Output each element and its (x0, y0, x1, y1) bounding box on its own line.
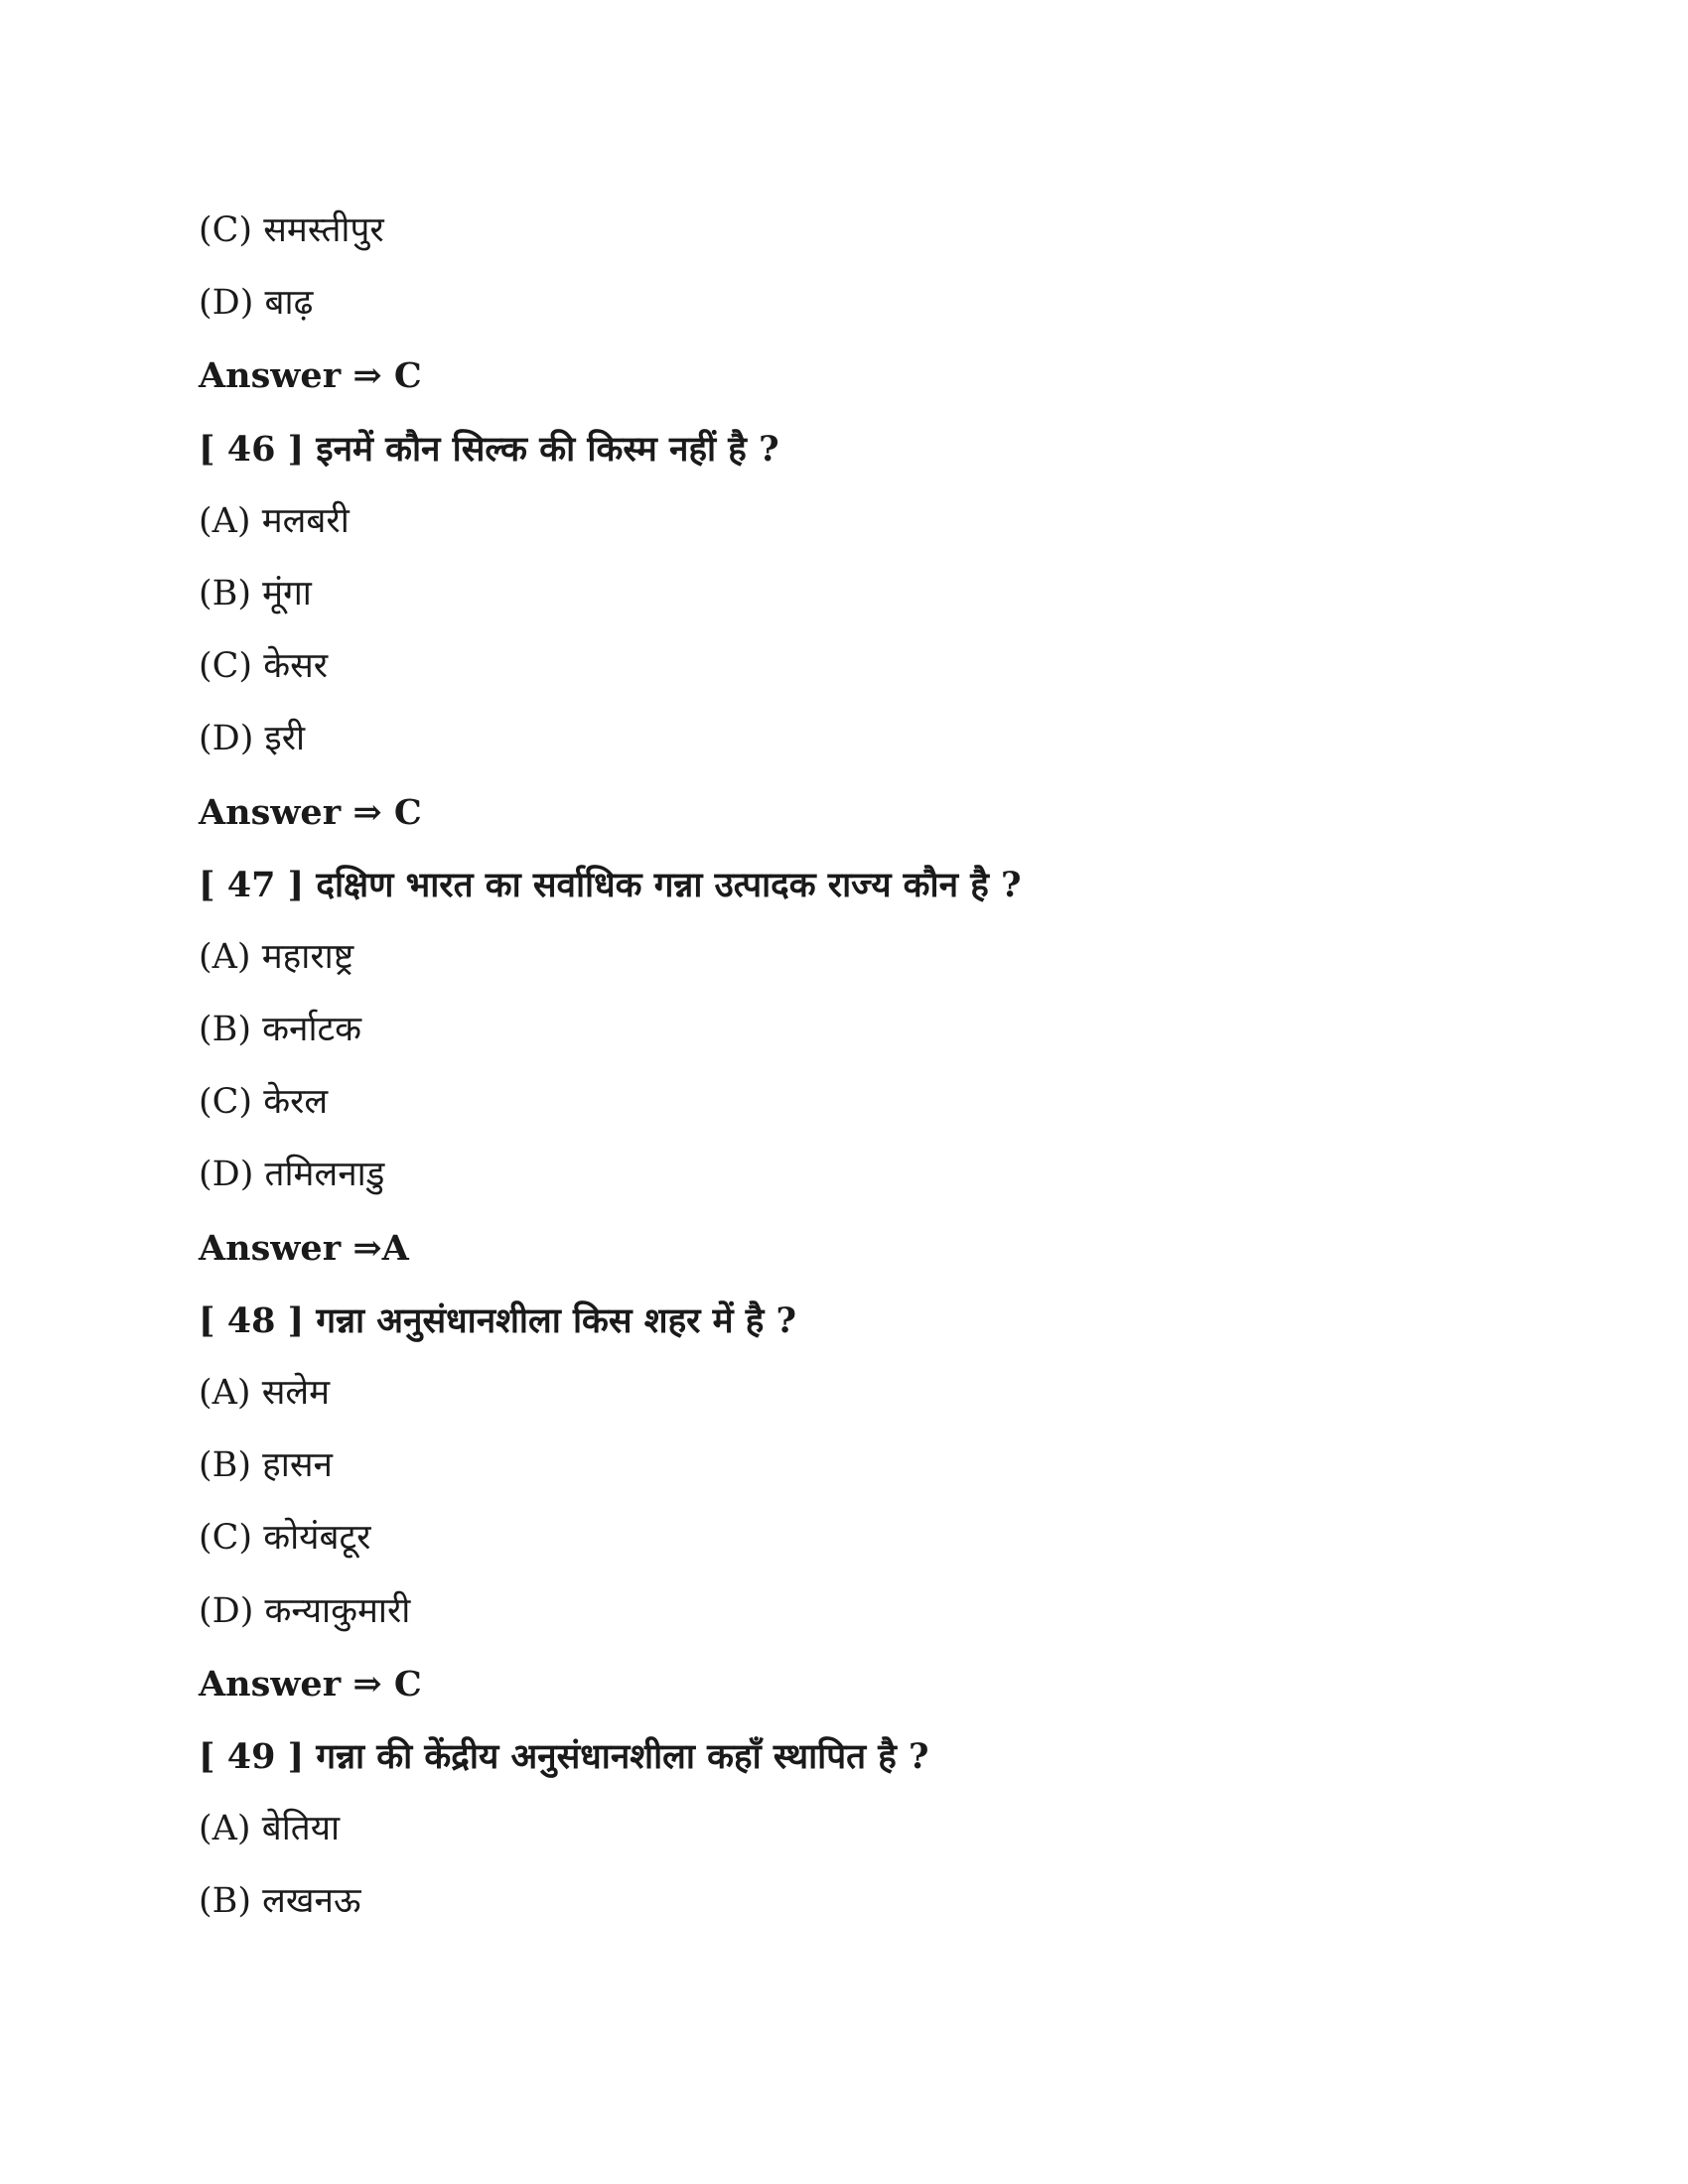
option-text: केरल (263, 1082, 329, 1123)
answer-label: Answer ⇒ (199, 791, 382, 833)
question-line (199, 413, 1489, 485)
option-label: (A) (199, 1373, 251, 1413)
option-label: (D) (199, 1155, 254, 1195)
question-text: इनमें कौन सिल्क की किस्म नहीं है ? (316, 428, 779, 470)
question-line (199, 1720, 1489, 1793)
option-line (199, 1793, 1489, 1865)
answer-line (199, 1648, 1489, 1720)
answer-line (199, 1212, 1489, 1285)
option-label: (C) (199, 1082, 253, 1123)
option-label: (A) (199, 936, 251, 977)
option-label: (B) (199, 573, 252, 614)
answer-line (199, 776, 1489, 849)
option-label: (B) (199, 1010, 252, 1050)
option-text: इरी (264, 719, 306, 759)
option-text: तमिलनाडु (264, 1155, 385, 1195)
question-text: दक्षिण भारत का सर्वाधिक गन्ना उत्पादक राज्य कौन है ? (316, 864, 1022, 905)
question-number: [ 49 ] (199, 1735, 305, 1777)
option-text: महाराष्ट्र (261, 936, 354, 977)
option-label: (A) (199, 1809, 251, 1849)
option-line (199, 1502, 1489, 1574)
option-label: (A) (199, 500, 251, 541)
answer-label: Answer ⇒ (199, 1663, 382, 1705)
question-line (199, 849, 1489, 921)
option-text: बेतिया (261, 1809, 341, 1849)
option-text: सलेम (261, 1373, 331, 1413)
option-label: (C) (199, 210, 253, 250)
option-label: (B) (199, 1445, 252, 1486)
option-text: लखनऊ (262, 1881, 361, 1922)
option-text: कन्याकुमारी (264, 1590, 411, 1631)
option-text: बाढ़ (264, 283, 314, 324)
option-line (199, 1865, 1489, 1938)
option-text: मूंगा (262, 573, 312, 614)
option-line (199, 703, 1489, 775)
option-line (199, 485, 1489, 558)
question-text: गन्ना की केंद्रीय अनुसंधानशीला कहाँ स्थापित है ? (316, 1735, 929, 1777)
option-line (199, 267, 1489, 340)
option-line (199, 1357, 1489, 1430)
option-line (199, 1430, 1489, 1502)
option-label: (C) (199, 646, 253, 687)
answer-label: Answer ⇒ (199, 355, 382, 397)
option-text: मलबरी (261, 500, 350, 541)
option-line (199, 921, 1489, 994)
option-label: (D) (199, 283, 254, 324)
question-line (199, 1285, 1489, 1357)
answer-value: C (393, 355, 422, 397)
answer-line (199, 340, 1489, 412)
answer-value: C (393, 1663, 422, 1705)
question-text: गन्ना अनुसंधानशीला किस शहर में है ? (316, 1299, 797, 1341)
answer-label: Answer ⇒ (199, 1227, 382, 1269)
option-label: (D) (199, 1590, 254, 1631)
question-number: [ 47 ] (199, 864, 305, 905)
option-text: हासन (262, 1445, 333, 1486)
answer-value: A (381, 1227, 409, 1269)
question-number: [ 48 ] (199, 1299, 305, 1341)
question-number: [ 46 ] (199, 428, 305, 470)
option-label: (D) (199, 719, 254, 759)
option-text: कोयंबटूर (263, 1518, 371, 1559)
option-text: केसर (263, 646, 329, 687)
answer-value: C (393, 791, 422, 833)
option-label: (C) (199, 1518, 253, 1559)
document-page (199, 195, 1489, 1939)
option-line (199, 1575, 1489, 1648)
option-line (199, 994, 1489, 1066)
option-line (199, 1139, 1489, 1211)
option-line (199, 195, 1489, 267)
option-line (199, 630, 1489, 703)
option-text: समस्तीपुर (263, 210, 384, 250)
option-text: कर्नाटक (262, 1010, 362, 1050)
option-line (199, 558, 1489, 630)
option-label: (B) (199, 1881, 252, 1922)
option-line (199, 1066, 1489, 1139)
